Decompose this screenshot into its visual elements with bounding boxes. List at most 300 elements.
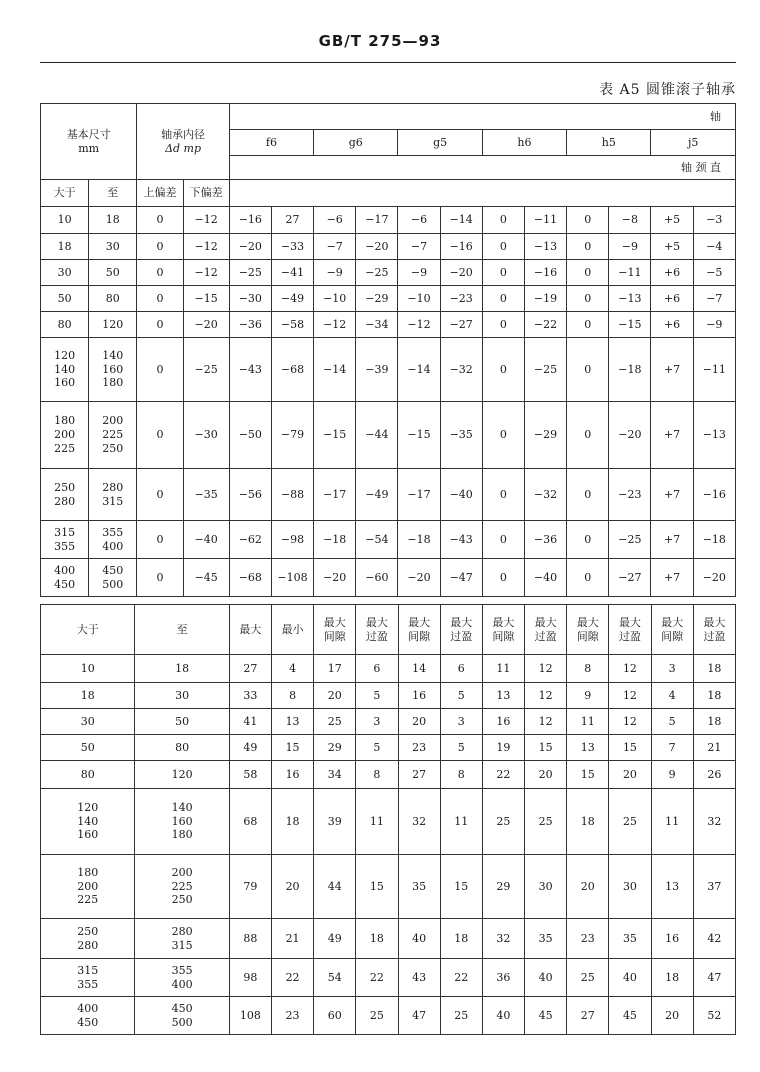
deviation-value-cell: −62	[229, 521, 271, 559]
limit-header-cell-line: 过盈	[365, 629, 388, 643]
deviation-value-cell: −79	[271, 402, 313, 469]
deviation-value-cell: −50	[229, 402, 271, 469]
deviation-value-cell: 0	[567, 260, 609, 286]
size-over-cell-line: 10	[80, 661, 95, 675]
limit-value-cell: 18	[693, 683, 735, 709]
size-over-cell	[41, 735, 135, 761]
deviation-value-cell: −9	[398, 260, 440, 286]
limit-value-cell: 16	[398, 683, 440, 709]
deviation-value-cell: +7	[651, 559, 693, 597]
limit-value-cell: 15	[271, 735, 313, 761]
deviation-value-cell: −6	[398, 207, 440, 234]
deviation-value-cell: −22	[524, 312, 566, 338]
limit-value-cell: 8	[356, 761, 398, 789]
limit-value-cell: 25	[440, 997, 482, 1035]
limit-header-cell	[271, 605, 313, 655]
lower-deviation-cell: −15	[183, 286, 229, 312]
limit-value-cell: 15	[567, 761, 609, 789]
size-over-cell-line: 200	[77, 879, 99, 893]
fit-header-f6: f6	[229, 130, 313, 156]
table-row	[41, 919, 736, 959]
limit-value-cell: 13	[651, 855, 693, 919]
size-to-cell-line: 200	[171, 865, 193, 879]
size-to-cell	[89, 469, 137, 521]
limit-value-cell: 22	[271, 959, 313, 997]
limit-value-cell: 29	[314, 735, 356, 761]
limit-header-cell-line: 过盈	[450, 629, 473, 643]
deviation-value-cell: −9	[609, 234, 651, 260]
limit-value-cell: 13	[482, 683, 524, 709]
size-to-cell	[135, 761, 229, 789]
deviation-value-cell: −18	[609, 338, 651, 402]
limit-header-cell-line: 最大	[239, 622, 262, 636]
limit-header-cell-line: 最大	[534, 615, 557, 629]
deviation-value-cell: −20	[356, 234, 398, 260]
limit-value-cell: 27	[229, 655, 271, 683]
table-row	[41, 338, 736, 402]
size-to-cell-line: 30	[105, 239, 120, 253]
size-to-cell	[89, 207, 137, 234]
limit-header-cell	[609, 605, 651, 655]
size-to-cell-line: 50	[175, 714, 190, 728]
deviation-value-cell: 0	[567, 521, 609, 559]
size-over-cell-line: 30	[57, 265, 72, 279]
upper-deviation-cell: 0	[137, 521, 183, 559]
limit-value-cell: 18	[567, 789, 609, 855]
size-to-cell-line: 180	[171, 828, 193, 842]
deviation-value-cell: 0	[482, 559, 524, 597]
limit-value-cell: 9	[567, 683, 609, 709]
limit-header-cell	[398, 605, 440, 655]
limit-value-cell: 25	[567, 959, 609, 997]
limit-value-cell: 17	[314, 655, 356, 683]
deviation-value-cell: −32	[524, 469, 566, 521]
size-to-cell-line: 120	[102, 317, 124, 331]
upper-deviation-cell: 0	[137, 234, 183, 260]
limit-header-cell-line: 最大	[323, 615, 346, 629]
deviation-value-cell: −6	[314, 207, 356, 234]
limit-value-cell: 20	[398, 709, 440, 735]
size-to-cell	[89, 234, 137, 260]
deviation-value-cell: −13	[609, 286, 651, 312]
deviation-value-cell: 0	[482, 469, 524, 521]
limit-value-cell: 18	[693, 655, 735, 683]
deviation-value-cell: −9	[693, 312, 735, 338]
size-to-cell-line: 250	[171, 893, 193, 907]
limit-value-cell: 35	[398, 855, 440, 919]
deviation-value-cell: 0	[482, 312, 524, 338]
limit-value-cell: 20	[609, 761, 651, 789]
limit-value-cell: 18	[651, 959, 693, 997]
deviation-value-cell: −35	[440, 402, 482, 469]
deviation-value-cell: 0	[567, 402, 609, 469]
deviation-value-cell: +6	[651, 312, 693, 338]
limit-header-cell-line: 间隙	[492, 629, 515, 643]
limit-value-cell: 11	[356, 789, 398, 855]
deviation-value-cell: −29	[524, 402, 566, 469]
limit-value-cell: 22	[482, 761, 524, 789]
limit-value-cell: 37	[693, 855, 735, 919]
limit-header-cell-line: 最大	[408, 615, 431, 629]
deviation-value-cell: −16	[693, 469, 735, 521]
limit-header-cell-line: 间隙	[661, 629, 684, 643]
deviation-value-cell: −49	[271, 286, 313, 312]
limit-value-cell: 13	[271, 709, 313, 735]
limit-value-cell: 58	[229, 761, 271, 789]
deviation-value-cell: −25	[229, 260, 271, 286]
size-to-cell	[135, 997, 229, 1035]
size-over-cell-line: 200	[54, 428, 76, 442]
size-to-cell-line: 315	[102, 494, 124, 508]
size-to-cell-line: 140	[102, 348, 124, 362]
size-over-cell-line: 30	[80, 714, 95, 728]
deviation-value-cell: −12	[398, 312, 440, 338]
size-over-cell	[41, 761, 135, 789]
limit-value-cell: 19	[482, 735, 524, 761]
limit-value-cell: 3	[356, 709, 398, 735]
shaft-caption: 轴	[229, 104, 735, 130]
size-over-cell-line: 80	[80, 767, 95, 781]
size-over-cell	[41, 789, 135, 855]
size-to-cell	[135, 855, 229, 919]
limit-value-cell: 7	[651, 735, 693, 761]
table-row	[41, 655, 736, 683]
limit-value-cell: 18	[693, 709, 735, 735]
limit-value-cell: 41	[229, 709, 271, 735]
limit-value-cell: 11	[567, 709, 609, 735]
lower-deviation-cell: −25	[183, 338, 229, 402]
limit-header-cell-line: 最大	[450, 615, 473, 629]
upper-deviation-cell: 0	[137, 559, 183, 597]
deviation-value-cell: −14	[314, 338, 356, 402]
table-row	[41, 260, 736, 286]
limit-value-cell: 5	[440, 683, 482, 709]
deviation-value-cell: −14	[440, 207, 482, 234]
limit-value-cell: 18	[440, 919, 482, 959]
limit-value-cell: 11	[440, 789, 482, 855]
size-to-cell-line: 450	[171, 1001, 193, 1015]
deviation-value-cell: −7	[693, 286, 735, 312]
deviation-value-cell: −34	[356, 312, 398, 338]
size-to-cell	[135, 959, 229, 997]
deviation-value-cell: 0	[482, 521, 524, 559]
size-to-cell-line: 355	[102, 525, 124, 539]
size-to-cell	[89, 521, 137, 559]
limit-value-cell: 34	[314, 761, 356, 789]
limit-value-cell: 108	[229, 997, 271, 1035]
over-header: 大于	[41, 605, 135, 655]
deviation-value-cell: −11	[524, 207, 566, 234]
limit-value-cell: 11	[482, 655, 524, 683]
to-header: 至	[89, 180, 137, 207]
deviation-value-cell: −9	[314, 260, 356, 286]
table-row	[41, 312, 736, 338]
size-to-cell	[89, 260, 137, 286]
limit-header-cell	[567, 605, 609, 655]
fit-header-h5: h5	[567, 130, 651, 156]
limit-value-cell: 20	[567, 855, 609, 919]
limit-value-cell: 21	[271, 919, 313, 959]
size-to-cell	[135, 919, 229, 959]
deviation-value-cell: −17	[398, 469, 440, 521]
size-to-cell-line: 450	[102, 563, 124, 577]
limit-value-cell: 22	[356, 959, 398, 997]
limit-value-cell: 12	[609, 683, 651, 709]
deviation-value-cell: −43	[229, 338, 271, 402]
table-row	[41, 286, 736, 312]
upper-deviation-cell: 0	[137, 312, 183, 338]
deviation-value-cell: 0	[567, 312, 609, 338]
deviation-value-cell: 0	[567, 286, 609, 312]
limit-value-cell: 40	[525, 959, 567, 997]
deviation-value-cell: −8	[609, 207, 651, 234]
deviation-value-cell: −30	[229, 286, 271, 312]
deviation-table	[40, 103, 736, 597]
limit-header-cell-line: 最大	[703, 615, 726, 629]
lower-deviation-cell: −12	[183, 260, 229, 286]
header-rule	[40, 62, 736, 63]
limit-value-cell: 26	[693, 761, 735, 789]
deviation-value-cell: −17	[356, 207, 398, 234]
size-to-cell-line: 400	[102, 539, 124, 553]
limit-value-cell: 98	[229, 959, 271, 997]
deviation-value-cell: −36	[229, 312, 271, 338]
limit-value-cell: 13	[567, 735, 609, 761]
size-over-cell-line: 315	[54, 525, 76, 539]
deviation-value-cell: −18	[693, 521, 735, 559]
size-over-cell	[41, 919, 135, 959]
limit-header-cell	[229, 605, 271, 655]
limit-value-cell: 15	[440, 855, 482, 919]
deviation-value-cell: 0	[567, 338, 609, 402]
size-to-cell	[135, 789, 229, 855]
size-to-cell-line: 50	[105, 265, 120, 279]
limit-value-cell: 23	[271, 997, 313, 1035]
limit-value-cell: 4	[271, 655, 313, 683]
limit-value-cell: 16	[651, 919, 693, 959]
upper-deviation-cell: 0	[137, 207, 183, 234]
limit-header-cell	[651, 605, 693, 655]
deviation-value-cell: +7	[651, 338, 693, 402]
size-to-cell	[135, 709, 229, 735]
deviation-value-cell: −27	[440, 312, 482, 338]
limit-value-cell: 6	[356, 655, 398, 683]
limit-value-cell: 20	[314, 683, 356, 709]
table-row	[41, 521, 736, 559]
deviation-value-cell: −10	[398, 286, 440, 312]
size-to-cell-line: 80	[105, 291, 120, 305]
size-over-cell-line: 120	[54, 348, 76, 362]
size-over-cell	[41, 655, 135, 683]
lower-deviation-cell: −20	[183, 312, 229, 338]
deviation-value-cell: −88	[271, 469, 313, 521]
limit-value-cell: 39	[314, 789, 356, 855]
limit-value-cell: 68	[229, 789, 271, 855]
limit-value-cell: 20	[525, 761, 567, 789]
size-to-cell	[89, 559, 137, 597]
deviation-value-cell: 0	[567, 469, 609, 521]
size-over-cell-line: 315	[77, 963, 99, 977]
table-row	[41, 735, 736, 761]
size-over-cell-line: 18	[80, 688, 95, 702]
limit-value-cell: 29	[482, 855, 524, 919]
limit-value-cell: 47	[693, 959, 735, 997]
size-to-cell	[135, 683, 229, 709]
table-row	[41, 402, 736, 469]
deviation-value-cell: +5	[651, 234, 693, 260]
deviation-value-cell: −33	[271, 234, 313, 260]
limit-value-cell: 14	[398, 655, 440, 683]
fit-header-g5: g5	[398, 130, 482, 156]
size-over-cell-line: 180	[77, 865, 99, 879]
deviation-value-cell: −25	[524, 338, 566, 402]
deviation-value-cell: −36	[524, 521, 566, 559]
bore-deviation-header: 轴承内径 Δd mp	[137, 104, 229, 180]
limit-header-cell-line: 过盈	[618, 629, 641, 643]
size-over-cell	[41, 207, 89, 234]
limit-header-cell-line: 间隙	[408, 629, 431, 643]
deviation-value-cell: 0	[567, 234, 609, 260]
deviation-value-cell: −60	[356, 559, 398, 597]
size-to-cell-line: 280	[171, 924, 193, 938]
deviation-value-cell: −12	[314, 312, 356, 338]
limit-value-cell: 8	[271, 683, 313, 709]
limit-value-cell: 11	[651, 789, 693, 855]
limit-value-cell: 3	[440, 709, 482, 735]
table-title: 表 A5 圆锥滚子轴承	[599, 82, 736, 98]
table-row	[41, 959, 736, 997]
size-over-cell-line: 450	[77, 1015, 99, 1029]
limit-value-cell: 25	[356, 997, 398, 1035]
limit-value-cell: 40	[398, 919, 440, 959]
lower-deviation-cell: −40	[183, 521, 229, 559]
size-to-cell-line: 160	[102, 362, 124, 376]
lower-deviation-cell: −45	[183, 559, 229, 597]
table-row	[41, 997, 736, 1035]
deviation-value-cell: 0	[482, 260, 524, 286]
size-over-cell	[41, 855, 135, 919]
table-row	[41, 683, 736, 709]
lower-deviation-cell: −35	[183, 469, 229, 521]
limit-header-cell-line: 最大	[365, 615, 388, 629]
limit-value-cell: 25	[609, 789, 651, 855]
deviation-value-cell: −58	[271, 312, 313, 338]
limit-value-cell: 12	[525, 655, 567, 683]
document-header: GB/T 275—93	[318, 32, 442, 50]
size-over-cell	[41, 683, 135, 709]
clearance-table	[40, 604, 736, 1035]
size-to-cell-line: 30	[175, 688, 190, 702]
deviation-value-cell: −20	[440, 260, 482, 286]
limit-value-cell: 30	[525, 855, 567, 919]
size-over-cell-line: 355	[77, 977, 99, 991]
limit-value-cell: 45	[525, 997, 567, 1035]
size-to-cell-line: 120	[171, 767, 193, 781]
deviation-value-cell: −14	[398, 338, 440, 402]
table-row	[41, 469, 736, 521]
size-over-cell	[41, 709, 135, 735]
limit-value-cell: 45	[609, 997, 651, 1035]
size-over-cell-line: 180	[54, 414, 76, 428]
limit-header-cell-line: 最大	[576, 615, 599, 629]
limit-value-cell: 43	[398, 959, 440, 997]
limit-value-cell: 12	[609, 709, 651, 735]
size-over-cell-line: 250	[54, 480, 76, 494]
size-to-cell-line: 400	[171, 977, 193, 991]
deviation-value-cell: −49	[356, 469, 398, 521]
size-over-cell	[41, 260, 89, 286]
deviation-value-cell: −20	[314, 559, 356, 597]
size-over-cell-line: 280	[77, 938, 99, 952]
limit-header-cell-line: 过盈	[703, 629, 726, 643]
deviation-value-cell: −20	[398, 559, 440, 597]
deviation-value-cell: −39	[356, 338, 398, 402]
table-row	[41, 761, 736, 789]
limit-header-cell-line: 最大	[661, 615, 684, 629]
size-over-cell-line: 225	[77, 893, 99, 907]
deviation-value-cell: −16	[229, 207, 271, 234]
limit-value-cell: 23	[567, 919, 609, 959]
size-to-cell-line: 315	[171, 938, 193, 952]
limit-value-cell: 16	[482, 709, 524, 735]
deviation-value-cell: 0	[482, 286, 524, 312]
size-over-cell	[41, 338, 89, 402]
size-to-cell-line: 225	[171, 879, 193, 893]
deviation-value-cell: −47	[440, 559, 482, 597]
limit-value-cell: 5	[440, 735, 482, 761]
deviation-value-cell: −32	[440, 338, 482, 402]
size-to-cell-line: 500	[102, 577, 124, 591]
limit-header-cell-line: 最小	[281, 622, 304, 636]
deviation-value-cell: −18	[314, 521, 356, 559]
limit-value-cell: 42	[693, 919, 735, 959]
size-over-cell	[41, 286, 89, 312]
deviation-value-cell: −10	[314, 286, 356, 312]
limit-value-cell: 4	[651, 683, 693, 709]
deviation-value-cell: 0	[482, 207, 524, 234]
limit-value-cell: 36	[482, 959, 524, 997]
deviation-value-cell: −19	[524, 286, 566, 312]
deviation-value-cell: −15	[398, 402, 440, 469]
deviation-value-cell: −16	[440, 234, 482, 260]
deviation-value-cell: −17	[314, 469, 356, 521]
table-row	[41, 855, 736, 919]
size-to-cell	[89, 286, 137, 312]
lower-deviation-cell: −30	[183, 402, 229, 469]
table-row	[41, 709, 736, 735]
deviation-value-cell: −23	[440, 286, 482, 312]
size-over-cell	[41, 234, 89, 260]
limit-value-cell: 44	[314, 855, 356, 919]
deviation-value-cell: +7	[651, 521, 693, 559]
size-over-cell	[41, 997, 135, 1035]
deviation-value-cell: +7	[651, 402, 693, 469]
limit-header-cell	[356, 605, 398, 655]
deviation-value-cell: −20	[693, 559, 735, 597]
deviation-value-cell: −18	[398, 521, 440, 559]
size-to-cell	[89, 338, 137, 402]
size-to-cell	[89, 402, 137, 469]
limit-value-cell: 5	[651, 709, 693, 735]
limit-header-cell	[693, 605, 735, 655]
deviation-value-cell: 27	[271, 207, 313, 234]
to-header: 至	[135, 605, 229, 655]
deviation-value-cell: 0	[482, 402, 524, 469]
deviation-value-cell: −20	[609, 402, 651, 469]
deviation-value-cell: −3	[693, 207, 735, 234]
limit-value-cell: 12	[525, 683, 567, 709]
deviation-value-cell: 0	[482, 338, 524, 402]
